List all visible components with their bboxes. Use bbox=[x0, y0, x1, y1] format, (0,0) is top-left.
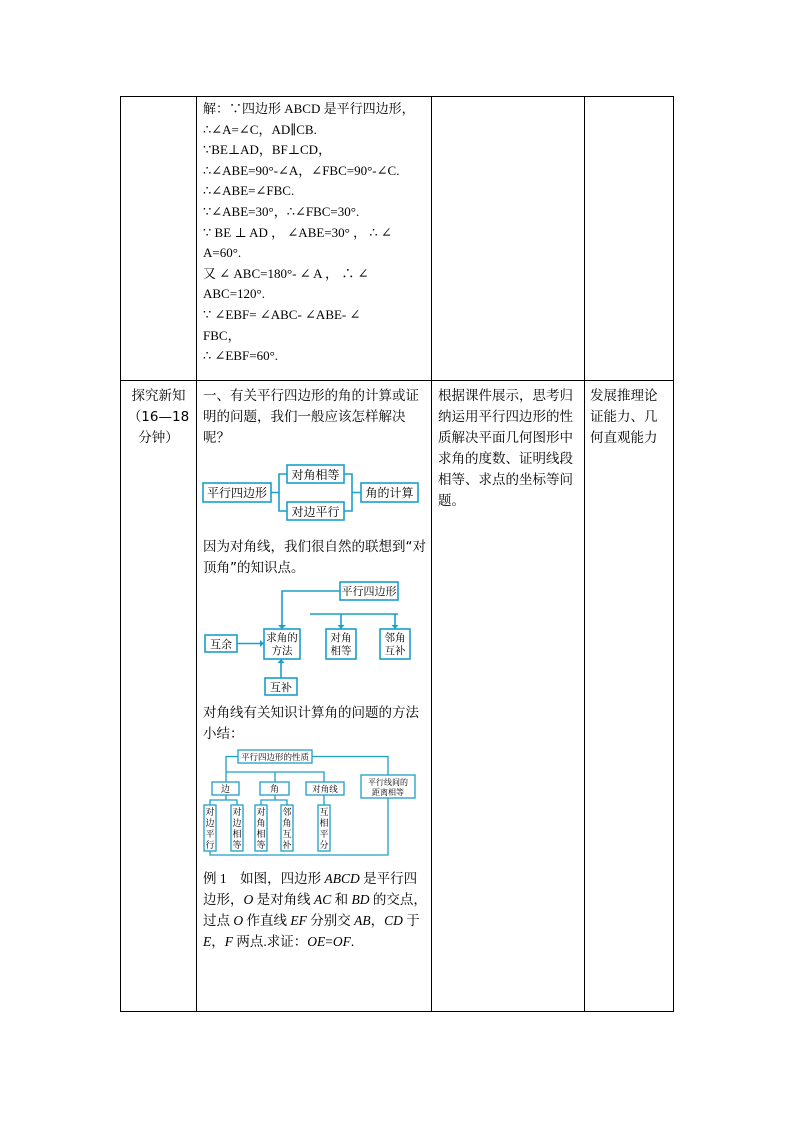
solution-line: ∵ ∠EBF= ∠ABC- ∠ABE- ∠ bbox=[203, 306, 361, 322]
diagram3-edge-label: 边 bbox=[220, 785, 231, 795]
diagram3-distance-label: 平行线间的 bbox=[368, 778, 408, 787]
example-var: O bbox=[233, 913, 244, 928]
example-var: O bbox=[243, 892, 254, 907]
example-var: F bbox=[224, 934, 233, 949]
diagram2-top-label: 平行四边形 bbox=[341, 585, 397, 598]
solution-line: ∴∠ABE=∠FBC. bbox=[203, 183, 295, 199]
example-1-text bbox=[203, 868, 428, 952]
diagram2-opposite-label: 对角 bbox=[330, 632, 352, 644]
diagram3-vertical-label: 邻角互补 bbox=[282, 808, 292, 851]
diagram3-angle-label: 角 bbox=[269, 785, 280, 795]
intro-question: 一、有关平行四边形的角的计算或证明的问题，我们一般应该怎样解决呢？ bbox=[203, 388, 419, 446]
solution-line: 解：∵四边形 ABCD 是平行四边形， bbox=[203, 101, 415, 116]
example-text: 是平行四边形， bbox=[203, 871, 418, 907]
stage-label bbox=[122, 386, 195, 449]
parallelogram-properties-diagram bbox=[200, 748, 430, 856]
example-text: ， bbox=[370, 913, 385, 928]
example-text: 例 1 如图，四边形 bbox=[203, 871, 325, 886]
example-text: 作直线 bbox=[243, 913, 291, 928]
stage-duration: （16—18 bbox=[127, 409, 190, 425]
stage-duration-unit: 分钟） bbox=[138, 430, 179, 446]
solution-line: ∵BE⊥AD，BF⊥CD， bbox=[203, 142, 332, 158]
solution-line: ∵ BE ⊥ AD ， ∠ABE=30° ， ∴ ∠ bbox=[203, 224, 392, 240]
example-text: 和 bbox=[331, 892, 352, 907]
diagram2-left-label: 互余 bbox=[210, 638, 232, 651]
diagram3-diagonal-label: 对角线 bbox=[312, 785, 338, 795]
solution-line: ABC=120°. bbox=[203, 286, 266, 302]
diagram1-top-label: 对角相等 bbox=[291, 468, 340, 482]
table-bottom-border bbox=[120, 1011, 674, 1012]
example-var: AB bbox=[354, 913, 371, 928]
example-var: EF bbox=[290, 913, 307, 928]
example-var: OF bbox=[332, 934, 351, 949]
example-var: E bbox=[203, 934, 212, 949]
solution-line: ∴∠A=∠C，AD∥CB. bbox=[203, 121, 317, 137]
example-text: 的交点，过点 bbox=[203, 892, 427, 928]
example-text: . bbox=[350, 934, 355, 949]
diagram1-left-label: 平行四边形 bbox=[206, 486, 268, 500]
example-var: AC bbox=[314, 892, 332, 907]
example-var: ABCD bbox=[324, 871, 360, 886]
example-text: 是对角线 bbox=[253, 892, 314, 907]
example-text: 两点.求证： bbox=[233, 934, 308, 949]
example-var: OE bbox=[307, 934, 326, 949]
angle-calculation-diagram bbox=[200, 462, 430, 522]
diagram2-adjacent-label-2: 互补 bbox=[384, 645, 406, 657]
diagram2-center-label-2: 方法 bbox=[271, 645, 293, 657]
diagonal-association-text: 因为对角线，我们很自然的联想到“对顶角”的知识点。 bbox=[203, 539, 426, 576]
row-divider bbox=[120, 380, 674, 381]
solution-line: A=60°. bbox=[203, 245, 242, 261]
student-activity-text: 根据课件展示，思考归纳运用平行四边形的性质解决平面几何图形中求角的度数、证明线段相等、求点的坐标等问题。 bbox=[438, 388, 573, 509]
solution-line: 又 ∠ ABC=180°- ∠ A ， ∴ ∠ bbox=[203, 265, 369, 281]
column-divider-1 bbox=[196, 96, 197, 1012]
diagram3-vertical-label: 对边相等 bbox=[232, 808, 242, 851]
design-intent-text: 发展推理论证能力、几何直观能力 bbox=[590, 388, 658, 446]
diagram2-lines bbox=[237, 591, 398, 678]
example-text: 分别交 bbox=[306, 913, 355, 928]
diagram3-vertical-label: 互相平分 bbox=[319, 808, 329, 851]
example-text: ， bbox=[211, 934, 225, 949]
table-left-border bbox=[120, 96, 121, 1012]
diagram1-right-label: 角的计算 bbox=[365, 486, 414, 500]
solution-block bbox=[203, 99, 428, 367]
summary-heading-text: 对角线有关知识计算角的问题的方法小结： bbox=[203, 705, 419, 742]
diagram3-top-label: 平行四边形的性质 bbox=[240, 753, 310, 763]
column-divider-3 bbox=[584, 96, 585, 1012]
diagram2-opposite-label-2: 相等 bbox=[330, 645, 352, 657]
table-top-border bbox=[120, 96, 674, 97]
solution-line: FBC， bbox=[203, 327, 241, 343]
example-var: CD bbox=[384, 913, 403, 928]
angle-method-diagram bbox=[200, 580, 430, 698]
example-var: BD bbox=[351, 892, 370, 907]
solution-line: ∵∠ABE=30°，∴∠FBC=30°. bbox=[203, 203, 360, 219]
table-right-border bbox=[673, 96, 674, 1012]
diagram2-bottom-label: 互补 bbox=[270, 681, 292, 694]
example-text: = bbox=[325, 934, 333, 949]
stage-title: 探究新知 bbox=[131, 388, 186, 404]
diagram3-vertical-label: 对边平行 bbox=[205, 808, 215, 851]
diagram3-distance-label-2: 距离相等 bbox=[372, 788, 404, 797]
diagram1-bottom-label: 对边平行 bbox=[291, 505, 340, 519]
diagram3-vertical-label: 对角相等 bbox=[256, 808, 266, 851]
solution-line: ∴ ∠EBF=60°. bbox=[203, 348, 279, 364]
example-text: 于 bbox=[402, 913, 420, 928]
diagram2-adjacent-label: 邻角 bbox=[384, 632, 406, 644]
column-divider-2 bbox=[431, 96, 432, 1012]
solution-line: ∴∠ABE=90°-∠A，∠FBC=90°-∠C. bbox=[203, 162, 400, 178]
diagram2-center-label: 求角的 bbox=[266, 632, 298, 644]
